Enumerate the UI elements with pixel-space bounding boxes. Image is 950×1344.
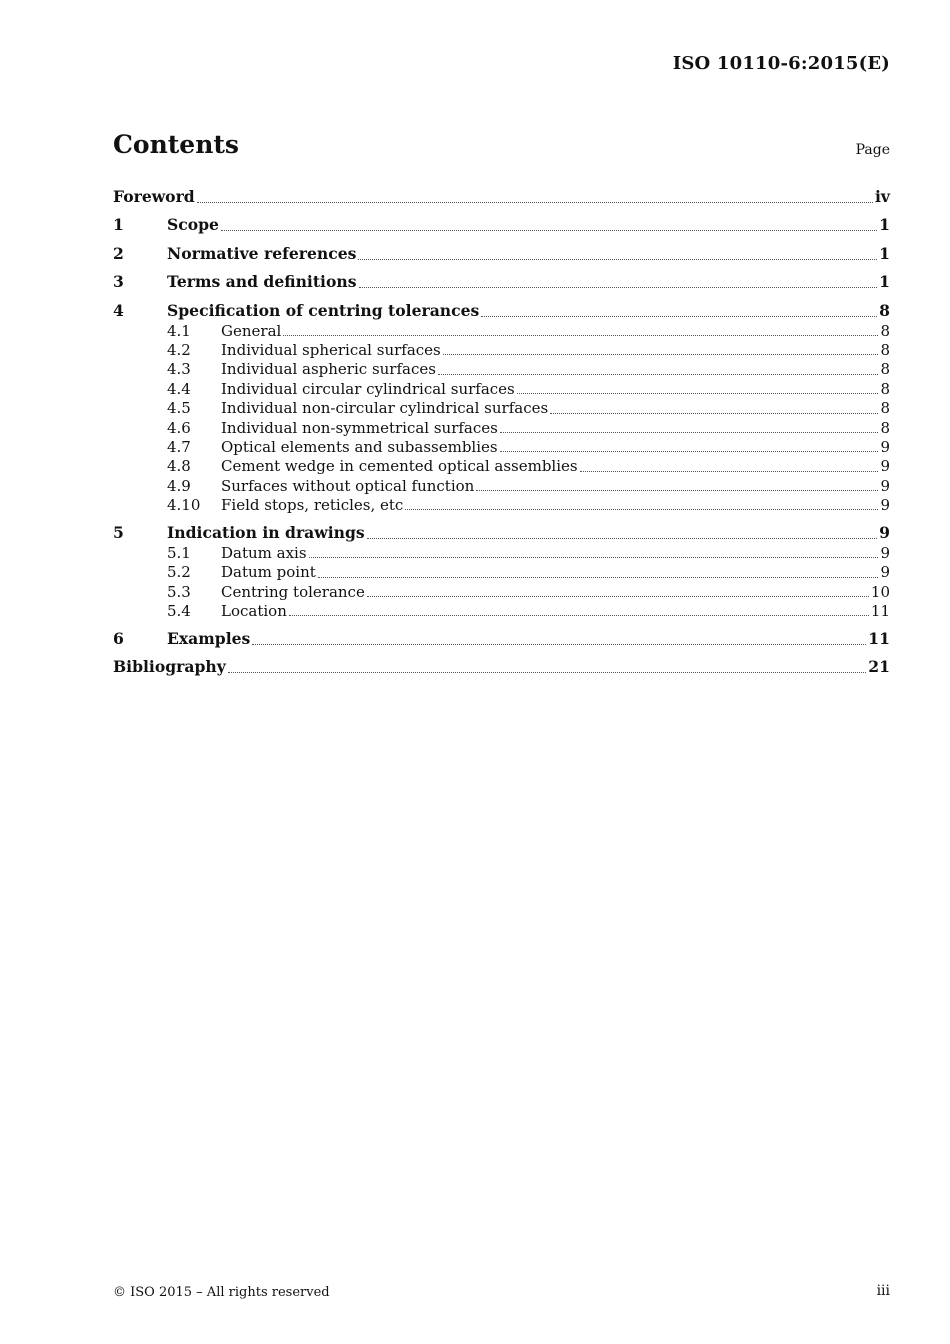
toc-entry-title: Terms and definitions	[167, 272, 357, 292]
toc-entry-subclause[interactable]	[113, 583, 890, 602]
dot-leader	[476, 489, 878, 491]
toc-entry-number: 4.5	[167, 399, 191, 418]
toc-entry-title: Individual spherical surfaces	[221, 340, 441, 359]
toc-entry-title: Cement wedge in cemented optical assemblies	[221, 457, 578, 476]
toc-entry-page: 1	[879, 243, 890, 263]
toc-entry-title: Location	[221, 602, 287, 621]
toc-entry-number: 4.7	[167, 437, 191, 456]
dot-leader	[580, 470, 879, 472]
toc-entry-page: 9	[880, 496, 890, 515]
toc-entry-subclause[interactable]	[113, 341, 890, 360]
toc-entry-clause[interactable]	[113, 293, 890, 321]
toc-entry-title: Optical elements and subassemblies	[221, 437, 498, 456]
dot-leader	[221, 229, 877, 231]
toc-entry-clause[interactable]	[113, 650, 890, 678]
toc-entry-subclause[interactable]	[113, 563, 890, 582]
toc-entry-page: 8	[880, 399, 890, 418]
toc-entry-number: 4.3	[167, 360, 191, 379]
dot-leader	[197, 201, 873, 203]
toc-entry-number: 4.4	[167, 379, 191, 398]
toc-entry-page: 11	[868, 628, 890, 648]
toc-entry-page: 8	[880, 321, 890, 340]
toc-entry-subclause[interactable]	[113, 477, 890, 496]
toc-entry-title: Datum axis	[221, 543, 307, 562]
page-title: Contents	[113, 130, 240, 159]
toc-entry-title: Indication in drawings	[167, 522, 365, 542]
toc-entry-page: 21	[868, 657, 890, 677]
dot-leader	[550, 412, 878, 414]
toc-entry-number: 2	[113, 243, 124, 263]
toc-entry-number: 5.4	[167, 602, 191, 621]
toc-entry-number: 3	[113, 272, 124, 292]
toc-entry-clause[interactable]	[113, 208, 890, 236]
toc-entry-page: 1	[879, 215, 890, 235]
toc-entry-title: Individual non-symmetrical surfaces	[221, 418, 498, 437]
toc-entry-page: 9	[880, 457, 890, 476]
toc-entry-title: Normative references	[167, 243, 357, 263]
dot-leader	[500, 450, 879, 452]
dot-leader	[228, 671, 867, 673]
dot-leader	[438, 373, 879, 375]
dot-leader	[309, 556, 879, 558]
toc-entry-title: Examples	[167, 628, 251, 648]
toc-entry-page: 8	[880, 418, 890, 437]
toc-entry-title: Individual aspheric surfaces	[221, 360, 436, 379]
dot-leader	[405, 508, 878, 510]
dot-leader	[367, 537, 878, 539]
toc-entry-number: 6	[113, 628, 124, 648]
toc-entry-title: Surfaces without optical function	[221, 476, 475, 495]
toc-entry-number: 4.10	[167, 496, 201, 515]
toc-entry-title: Individual non-circular cylindrical surfaces	[221, 399, 549, 418]
dot-leader	[283, 334, 878, 336]
toc-entry-subclause[interactable]	[113, 544, 890, 563]
toc-entry-number: 5.1	[167, 543, 191, 562]
toc-entry-clause[interactable]	[113, 185, 890, 208]
toc-entry-number: 4.2	[167, 340, 191, 359]
dot-leader	[359, 286, 878, 288]
toc-entry-page: 9	[880, 563, 890, 582]
toc-entry-clause[interactable]	[113, 265, 890, 293]
toc-entry-title: General	[221, 321, 282, 340]
toc-entry-title: Individual circular cylindrical surfaces	[221, 379, 515, 398]
dot-leader	[252, 643, 866, 645]
toc-entry-title: Centring tolerance	[221, 582, 365, 601]
toc-entry-title: Scope	[167, 215, 219, 235]
toc-entry-title: Bibliography	[113, 657, 226, 677]
dot-leader	[443, 353, 879, 355]
table-of-contents	[113, 185, 890, 678]
toc-entry-subclause[interactable]	[113, 438, 890, 457]
toc-entry-page: 1	[879, 272, 890, 292]
toc-entry-number: 4.8	[167, 457, 191, 476]
toc-entry-title: Datum point	[221, 563, 316, 582]
toc-entry-page: 11	[870, 602, 890, 621]
toc-entry-page: 8	[880, 340, 890, 359]
toc-entry-number: 4.1	[167, 321, 191, 340]
document-id: ISO 10110-6:2015(E)	[672, 53, 890, 74]
dot-leader	[481, 315, 877, 317]
toc-entry-subclause[interactable]	[113, 322, 890, 341]
toc-entry-number: 4.9	[167, 476, 191, 495]
toc-entry-page: 8	[880, 360, 890, 379]
toc-entry-number: 1	[113, 215, 124, 235]
dot-leader	[318, 576, 879, 578]
toc-entry-page: 9	[880, 476, 890, 495]
toc-entry-page: 10	[870, 582, 890, 601]
dot-leader	[500, 431, 879, 433]
dot-leader	[289, 614, 869, 616]
toc-entry-page: 8	[880, 379, 890, 398]
toc-entry-clause[interactable]	[113, 236, 890, 264]
toc-entry-subclause[interactable]	[113, 419, 890, 438]
dot-leader	[358, 258, 877, 260]
toc-entry-page: 8	[879, 300, 890, 320]
toc-entry-page: 9	[880, 437, 890, 456]
toc-entry-title: Field stops, reticles, etc	[221, 496, 404, 515]
toc-entry-page: 9	[879, 522, 890, 542]
toc-entry-number: 4	[113, 300, 124, 320]
toc-entry-subclause[interactable]	[113, 360, 890, 379]
copyright-notice: © ISO 2015 – All rights reserved	[113, 1285, 330, 1300]
toc-entry-subclause[interactable]	[113, 496, 890, 515]
dot-leader	[517, 392, 879, 394]
toc-entry-number: 5.2	[167, 563, 191, 582]
toc-entry-page: 9	[880, 543, 890, 562]
page-column-label: Page	[855, 142, 890, 158]
toc-entry-subclause[interactable]	[113, 602, 890, 621]
toc-entry-page: iv	[875, 187, 890, 206]
page-number: iii	[876, 1283, 890, 1299]
dot-leader	[367, 595, 869, 597]
toc-entry-title: Foreword	[113, 187, 195, 206]
toc-entry-clause[interactable]	[113, 621, 890, 649]
toc-entry-title: Specification of centring tolerances	[167, 300, 480, 320]
toc-entry-number: 5	[113, 522, 124, 542]
toc-entry-clause[interactable]	[113, 515, 890, 543]
toc-entry-number: 4.6	[167, 418, 191, 437]
toc-entry-subclause[interactable]	[113, 457, 890, 476]
toc-entry-subclause[interactable]	[113, 380, 890, 399]
toc-entry-subclause[interactable]	[113, 399, 890, 418]
toc-entry-number: 5.3	[167, 582, 191, 601]
